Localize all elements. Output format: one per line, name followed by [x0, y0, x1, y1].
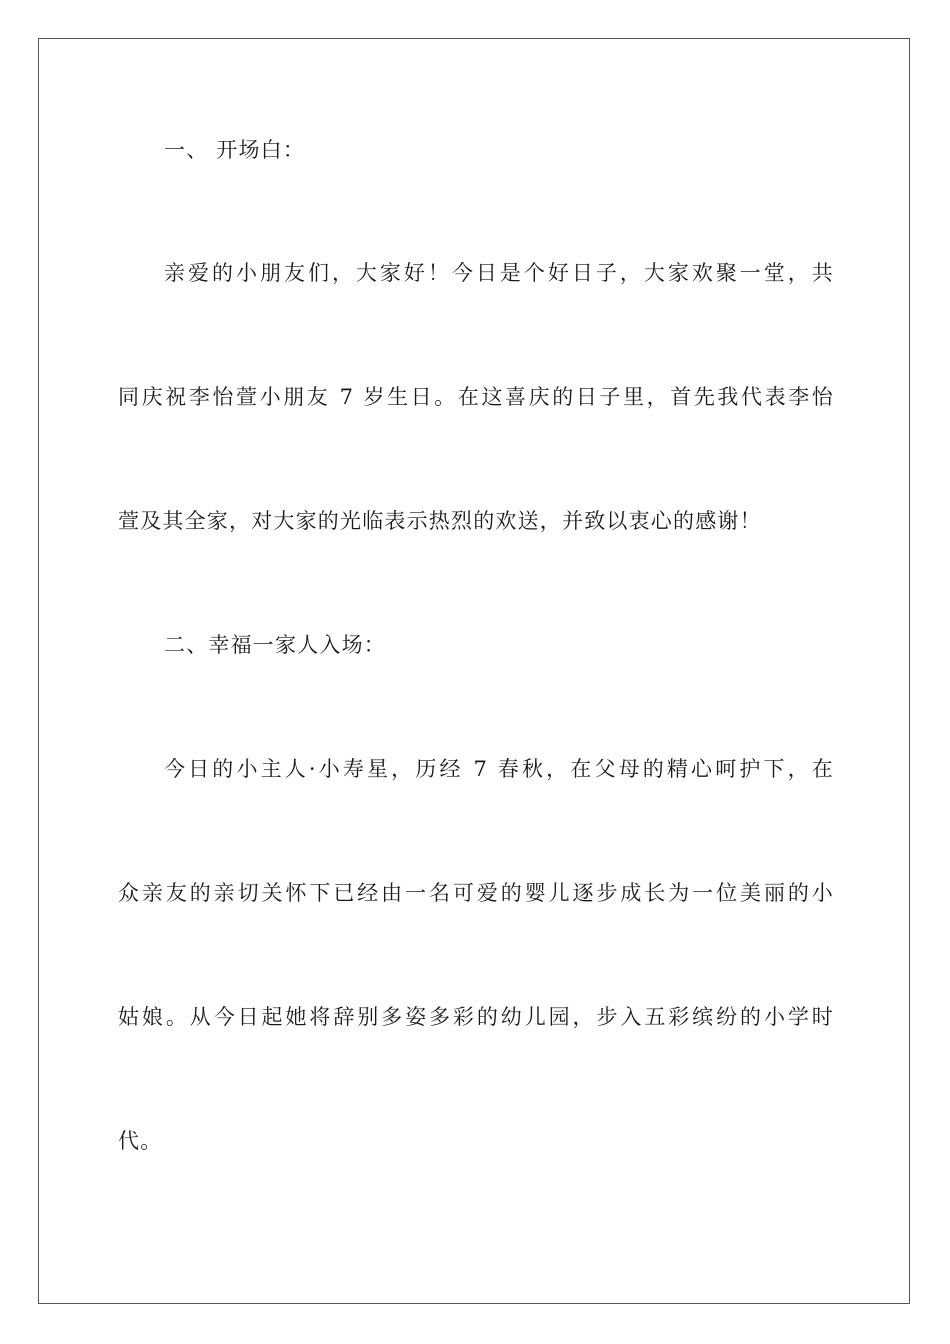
paragraph-line: 亲爱的小朋友们，大家好！今日是个好日子，大家欢聚一堂，共 [164, 261, 834, 285]
paragraph-line: 众亲友的亲切关怀下已经由一名可爱的婴儿逐步成长为一位美丽的小 [118, 881, 834, 905]
section-heading-opening: 一、 开场白： [164, 138, 306, 162]
paragraph-line: 今日的小主人·小寿星，历经 7 春秋，在父母的精心呵护下，在 [164, 757, 834, 781]
paragraph-line: 姑娘。从今日起她将辞别多姿多彩的幼儿园，步入五彩缤纷的小学时 [118, 1005, 834, 1029]
page-frame [38, 38, 910, 1304]
paragraph-line: 代。 [118, 1129, 163, 1153]
paragraph-line: 同庆祝李怡萱小朋友 7 岁生日。在这喜庆的日子里，首先我代表李怡 [118, 385, 834, 409]
section-heading-family-entrance: 二、幸福一家人入场： [164, 633, 386, 657]
paragraph-line: 萱及其全家，对大家的光临表示热烈的欢送，并致以衷心的感谢！ [118, 509, 762, 533]
